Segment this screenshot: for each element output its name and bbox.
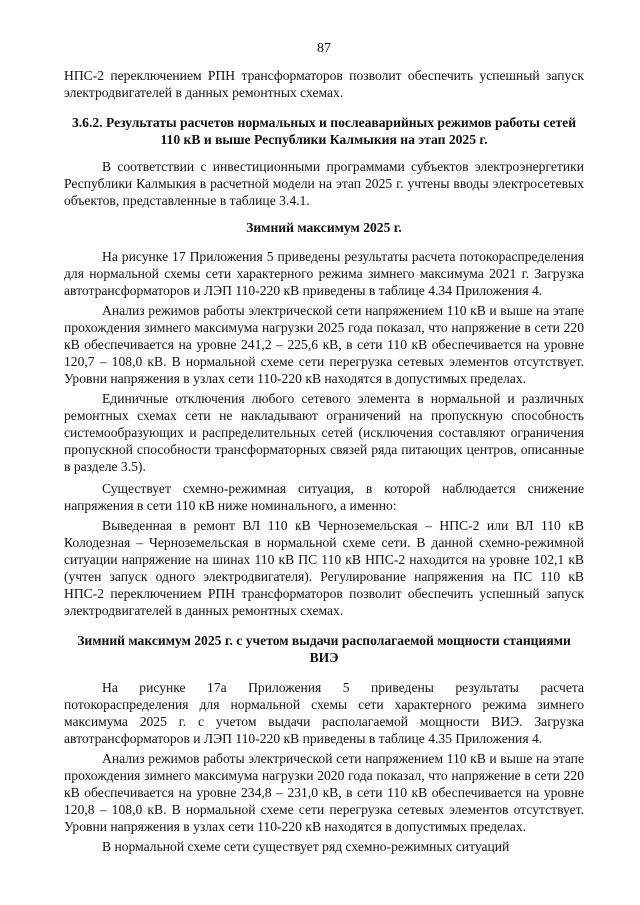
section-heading: 3.6.2. Результаты расчетов нормальных и послеаварийных режимов работы сетей 110 кВ и выше Республики Калмыкия на этап 2025 г. bbox=[71, 115, 577, 147]
paragraph-figure-17: На рисунке 17 Приложения 5 приведены результаты расчета потокораспределения для нормальной схемы сети характерного режима зимнего максимума 2021 г. Загрузка автотрансформаторов и ЛЭП 110-220 кВ приведены в таблице 4.34 Приложения 4. bbox=[64, 249, 584, 298]
paragraph-voltage-drop: Существует схемно-режимная ситуация, в которой наблюдается снижение напряжения в сети 110 кВ ниже номинального, а именно: bbox=[64, 481, 584, 513]
paragraph-analysis: Анализ режимов работы электрической сети напряжением 110 кВ и выше на этапе прохождения зимнего максимума нагрузки 2025 года показал, что напряжение в сети 220 кВ обеспечивается на уровне 241,2 – 225,6 кВ, в сети 110 кВ обеспечивается на уровне 120,7 – 108,0 кВ. В нормальной схеме сети перегрузка сетевых элементов отсутствует. Уровни напряжения в узлах сети 110-220 кВ находятся в допустимых пределах. bbox=[64, 303, 584, 386]
paragraph-continuation: НПС-2 переключением РПН трансформаторов позволит обеспечить успешный запуск электродвигателей в данных ремонтных схемах. bbox=[64, 68, 584, 100]
subheading-winter-max: Зимний максимум 2025 г. bbox=[246, 220, 402, 235]
page-number: 87 bbox=[317, 41, 331, 56]
paragraph-repair-line: Выведенная в ремонт ВЛ 110 кВ Черноземельская – НПС-2 или ВЛ 110 кВ Колодезная – Черноземельская в нормальной схеме сети. В данной схемно-режимной ситуации напряжение на шинах 110 кВ ПС 110 кВ НПС-2 находится на уровне 102,1 кВ (учтен запуск одного электродвигателя). Регулирование напряжения на ПС 110 кВ НПС-2 переключением РПН трансформаторов позволит обеспечить успешный запуск электродвигателей в данных ремонтных схемах. bbox=[64, 518, 584, 618]
paragraph-single-outages: Единичные отключения любого сетевого элемента в нормальной и различных ремонтных схемах сети не накладывают ограничений на пропускную способность системообразующих и распределительных сетей (исключения составляют ограничения пропускной способности трансформаторных связей ряда питающих центров, описанные в разделе 3.5). bbox=[64, 391, 584, 474]
document-body bbox=[64, 67, 584, 855]
paragraph-figure-17a: На рисунке 17а Приложения 5 приведены результаты расчета потокораспределения для нормальной схемы сети характерного режима зимнего максимума 2025 г. с учетом выдачи располагаемой мощности ВИЭ. Загрузка автотрансформаторов и ЛЭП 110-220 кВ приведены в таблице 4.35 Приложения 4. bbox=[64, 680, 584, 746]
paragraph-investment: В соответствии с инвестиционными программами субъектов электроэнергетики Республики Калмыкия в расчетной модели на этап 2025 г. учтены вводы электросетевых объектов, представленные в таблице 3.4.1. bbox=[64, 159, 584, 208]
paragraph-final: В нормальной схеме сети существует ряд схемно-режимных ситуаций bbox=[102, 839, 510, 854]
subheading-winter-max-res: Зимний максимум 2025 г. с учетом выдачи располагаемой мощности станциями ВИЭ bbox=[77, 633, 571, 665]
paragraph-analysis-res: Анализ режимов работы электрической сети напряжением 110 кВ и выше на этапе прохождения зимнего максимума нагрузки 2020 года показал, что напряжение в сети 220 кВ обеспечивается на уровне 234,8 – 231,0 кВ, в сети 110 кВ обеспечивается на уровне 120,8 – 108,0 кВ. В нормальной схеме сети перегрузка сетевых элементов отсутствует. Уровни напряжения в узлах сети 110-220 кВ находятся в допустимых пределах. bbox=[64, 751, 584, 834]
